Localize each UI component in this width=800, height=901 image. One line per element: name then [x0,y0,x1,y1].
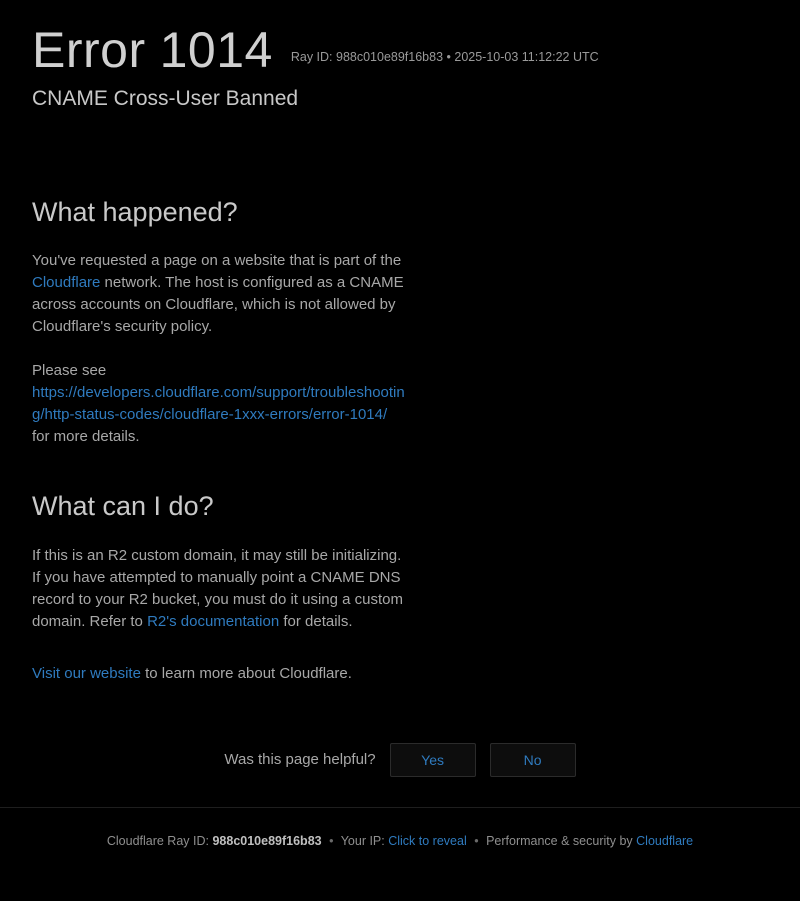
visit-website-text: to learn more about Cloudflare. [140,664,352,682]
what-happened-text-2: network. The host is configured as a CNAME across accounts on Cloudflare, which is not allowed by Cloudflare's security policy. [32,274,404,336]
visit-website-link[interactable]: Visit our website [32,664,141,682]
error-code: 1014 [159,22,273,78]
what-can-i-do-heading: What can I do? [32,491,214,522]
what-happened-heading: What happened? [32,197,238,227]
what-can-i-do-text-1: If this is an R2 custom domain, it may still be initializing. If you have attempted to manually point a CNAME DNS record to your R2 bucket, you must do it using a custom domain. Refer to [32,546,404,630]
click-to-reveal-link[interactable]: Click to reveal [388,833,467,848]
what-happened-text-1: You've requested a page on a website that is part of the [32,252,402,270]
what-happened-doc-body [32,360,412,448]
ray-id-timestamp: Ray ID: 988c010e89f16b83 • 2025-10-03 11:12:22 UTC [290,50,599,64]
feedback-no-button[interactable]: No [490,743,576,777]
r2-documentation-link[interactable]: R2's documentation [147,612,280,630]
page-header [32,0,768,118]
error-subtitle: CNAME Cross-User Banned [32,86,299,110]
footer-ray-id: 988c010e89f16b83 [212,833,322,848]
more-details-text: for more details. [32,428,140,446]
footer-separator-1: • [329,833,334,848]
feedback-bar [32,743,768,807]
error-doc-link[interactable]: https://developers.cloudflare.com/support/troubleshooting/http-status-codes/cloudflare-1xxx-errors/error-1014/ [32,384,405,424]
footer-performance-label: Performance & security by [486,833,633,848]
feedback-question: Was this page helpful? [224,751,376,769]
footer-ray-label: Cloudflare Ray ID: [106,833,209,848]
visit-website-body [32,663,412,685]
what-happened-body [32,250,412,338]
footer-your-ip-label: Your IP: [340,833,385,848]
error-title-row [32,22,768,80]
page-footer [0,807,800,848]
please-see-text: Please see [32,362,107,380]
page-title [32,22,273,80]
footer-cloudflare-link[interactable]: Cloudflare [636,833,694,848]
error-word: Error [32,22,146,78]
section-what-can-i-do [32,448,552,684]
what-can-i-do-body [32,545,412,633]
footer-separator-2: • [474,833,479,848]
cloudflare-link[interactable]: Cloudflare [32,274,101,292]
section-what-happened [32,118,552,448]
what-can-i-do-text-2: for details. [279,612,353,630]
feedback-yes-button[interactable]: Yes [390,743,476,777]
